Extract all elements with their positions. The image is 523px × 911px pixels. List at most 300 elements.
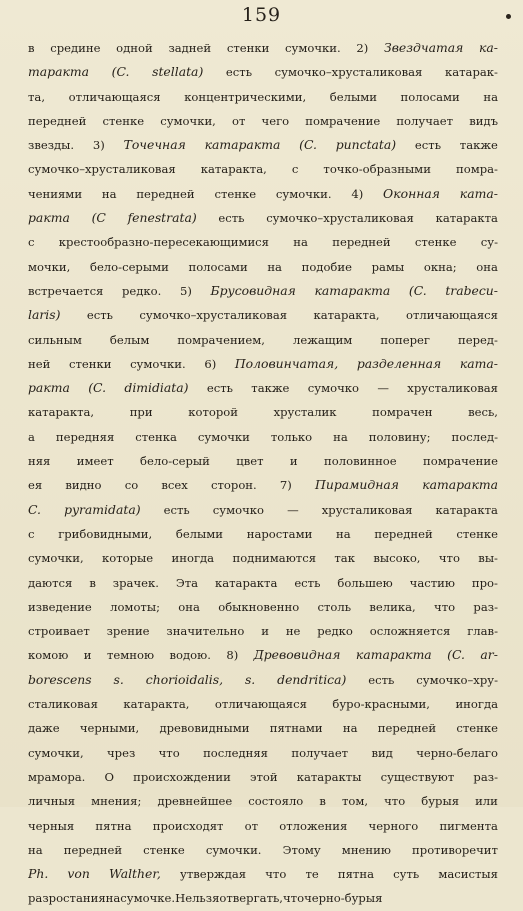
word: отличающаяся — [68, 89, 161, 104]
word: сторон. — [211, 478, 257, 493]
body-text — [28, 36, 498, 911]
word: обыкновенно — [218, 599, 300, 614]
word: от — [232, 113, 246, 128]
text-line — [28, 692, 498, 716]
italic-word: (C. — [408, 282, 427, 298]
word: том, — [341, 794, 369, 809]
word: вы- — [478, 551, 498, 566]
italic-word: катаракта — [314, 282, 391, 298]
word: сумочки. — [285, 41, 341, 55]
text-line — [28, 886, 498, 910]
italic-word: Walther, — [109, 866, 161, 882]
word: катаракта, — [313, 308, 380, 323]
italic-word: Пирамидная — [315, 477, 399, 493]
word: что — [158, 745, 180, 760]
word: сильным — [28, 332, 82, 347]
word: — — [377, 381, 389, 396]
word: встречается — [28, 283, 104, 298]
italic-word: laris) — [28, 307, 61, 323]
italic-word: chorioidalis, — [145, 671, 224, 687]
text-line — [28, 473, 498, 497]
word: так — [334, 551, 355, 566]
word: бело-серыми — [89, 259, 169, 274]
word: черныя — [28, 818, 75, 833]
word: помра- — [455, 162, 498, 177]
italic-word: Древовидная — [253, 647, 341, 663]
word: белыми — [175, 526, 224, 541]
word: масистыя — [438, 867, 498, 882]
word: помрачение — [305, 113, 381, 128]
word: большею — [337, 575, 393, 590]
word: зрачек. — [112, 575, 159, 590]
italic-word: катаракта — [204, 137, 281, 153]
word: на — [101, 186, 117, 201]
italic-word: Брусовидная — [210, 282, 296, 298]
word: личныя — [28, 794, 76, 809]
word: 3) — [92, 138, 105, 153]
word: велика, — [369, 599, 416, 614]
word: полосами — [188, 259, 248, 274]
word: пятнами — [269, 721, 323, 736]
word: сумочко–хрусталиковая — [274, 65, 423, 80]
italic-word: dimidiata) — [124, 380, 189, 396]
word: передней — [332, 235, 391, 250]
text-line — [28, 814, 498, 838]
word: происхождении — [133, 769, 231, 784]
word: пятна — [337, 867, 374, 882]
text-line — [28, 230, 498, 254]
word: передняя — [55, 429, 115, 444]
word: утверждая — [180, 867, 247, 882]
word: частию — [409, 575, 455, 590]
word: и — [289, 454, 298, 469]
italic-word: катаракта — [422, 477, 498, 493]
word: видно — [65, 478, 102, 493]
word: есть — [225, 65, 253, 80]
word: что — [384, 794, 406, 809]
word: катаракта — [435, 502, 498, 517]
word: стенки — [226, 41, 270, 55]
word: буро-красными, — [332, 697, 430, 712]
word: столь — [317, 599, 352, 614]
word: черно-белаго — [416, 745, 498, 760]
word: пигмента — [439, 818, 498, 833]
word: передней — [374, 526, 433, 541]
word: есть — [414, 138, 442, 153]
word: сумочко — [307, 381, 359, 396]
word: бело-серый — [140, 454, 210, 469]
italic-word: ракта — [28, 210, 70, 226]
word: сумочко–хрусталиковая — [266, 211, 414, 226]
word: катаракта — [435, 211, 498, 226]
word: при — [129, 405, 153, 420]
word: стенке — [414, 235, 457, 250]
italic-word: pyramidata) — [64, 501, 141, 517]
text-line — [28, 157, 498, 181]
word: стенке — [102, 113, 145, 128]
word: сумочки, — [28, 551, 84, 566]
word: сумочки — [197, 429, 250, 444]
word: чениями — [28, 186, 83, 201]
text-line — [28, 206, 498, 230]
word: мнению — [341, 842, 391, 857]
word: разростания — [28, 891, 106, 906]
text-line — [28, 36, 498, 60]
word: получает — [291, 745, 349, 760]
italic-word: (C. — [111, 64, 130, 80]
word: темною — [106, 648, 155, 663]
word: 7) — [279, 478, 292, 493]
word: передней — [377, 721, 437, 736]
word: со — [124, 478, 139, 493]
word: на — [267, 259, 282, 274]
word: мнения; — [91, 794, 142, 809]
word: водою. — [169, 648, 211, 663]
word: стенке — [456, 526, 498, 541]
word: пятна — [95, 818, 132, 833]
word: стенки — [68, 356, 112, 371]
word: а — [28, 429, 35, 444]
word: комою — [28, 648, 69, 663]
word: иногда — [455, 697, 498, 712]
word: чрез — [107, 745, 136, 760]
word: иногда — [171, 551, 215, 566]
text-line — [28, 85, 498, 109]
word: весь, — [468, 405, 498, 420]
word: сумочке. — [120, 891, 176, 906]
word: Этому — [282, 842, 321, 857]
text-line — [28, 60, 498, 84]
italic-word: катаракта — [355, 647, 432, 663]
italic-word: таракта — [28, 64, 89, 80]
word: передней — [63, 842, 123, 857]
word: также — [251, 381, 290, 396]
word: отложения — [279, 818, 348, 833]
word: сумочко–хру- — [416, 672, 498, 687]
word: задней — [168, 41, 212, 55]
word: она — [476, 259, 498, 274]
word: звезды. — [28, 138, 75, 153]
word: что — [283, 891, 305, 906]
text-line — [28, 133, 498, 157]
word: всех — [161, 478, 188, 493]
word: окна; — [423, 259, 457, 274]
word: отличающаяся — [405, 308, 498, 323]
word: льзя — [192, 891, 220, 906]
word: стенке — [214, 186, 257, 201]
word: рамы — [371, 259, 405, 274]
word: вид — [371, 745, 393, 760]
word: передней — [136, 186, 195, 201]
word: также — [459, 138, 498, 153]
word: имеет — [76, 454, 114, 469]
word: стенка — [135, 429, 177, 444]
word: от — [244, 818, 259, 833]
word: древнейшее — [157, 794, 233, 809]
italic-word: (C. — [447, 647, 465, 663]
word: на — [28, 842, 43, 857]
word: что — [434, 599, 456, 614]
word: 6) — [204, 356, 217, 371]
word: на — [483, 89, 498, 104]
word: катаракта, — [123, 697, 190, 712]
word: 5) — [179, 283, 192, 298]
text-line — [28, 376, 498, 400]
word: передней — [28, 113, 87, 128]
word: осложняется — [369, 624, 451, 639]
word: значительно — [166, 624, 245, 639]
italic-word: (C — [91, 210, 106, 226]
text-line — [28, 400, 498, 424]
word: 2) — [356, 41, 369, 55]
italic-word: trabecu- — [445, 282, 498, 298]
italic-word: stellata) — [152, 64, 204, 80]
text-line — [28, 595, 498, 619]
word: цвет — [236, 454, 264, 469]
word: катаракты — [296, 769, 362, 784]
ink-dot — [506, 14, 511, 19]
italic-word: ar- — [480, 647, 498, 663]
word: наростами — [246, 526, 313, 541]
word: на — [342, 721, 358, 736]
word: та, — [28, 89, 46, 104]
word: даются — [28, 575, 73, 590]
word: Не — [175, 891, 193, 906]
text-line — [28, 182, 498, 206]
word: отвергать, — [219, 891, 283, 906]
word: даже — [28, 721, 60, 736]
word: что — [438, 551, 460, 566]
word: — — [287, 502, 299, 517]
word: белым — [109, 332, 150, 347]
word: помрачение — [423, 454, 498, 469]
text-line — [28, 765, 498, 789]
word: половинное — [324, 454, 397, 469]
word: на — [336, 526, 351, 541]
word: этой — [249, 769, 278, 784]
word: высоко, — [373, 551, 421, 566]
text-line — [28, 789, 498, 813]
word: мочки, — [28, 259, 71, 274]
word: и — [261, 624, 269, 639]
italic-word: borescens — [28, 671, 92, 687]
word: существуют — [380, 769, 455, 784]
italic-word: ка- — [479, 40, 498, 55]
word: которые — [102, 551, 154, 566]
italic-word: (C. — [299, 137, 317, 153]
word: с — [28, 235, 35, 250]
word: редко — [317, 624, 353, 639]
word: на — [293, 235, 308, 250]
word: не — [285, 624, 301, 639]
word: стенке — [143, 842, 185, 857]
text-line — [28, 741, 498, 765]
text-line — [28, 838, 498, 862]
text-line — [28, 668, 498, 692]
word: О — [104, 769, 115, 784]
word: сталиковая — [28, 697, 98, 712]
word: хрусталик — [273, 405, 337, 420]
word: 4) — [351, 186, 364, 201]
text-line — [28, 328, 498, 352]
word: в — [89, 575, 96, 590]
word: сумочки. — [130, 356, 186, 371]
word: средине — [50, 41, 101, 55]
word: грибовидными, — [58, 526, 153, 541]
word: с — [28, 526, 35, 541]
word: черно-бурыя — [304, 891, 383, 906]
word: Эта — [175, 575, 199, 590]
word: послед- — [451, 429, 498, 444]
word: есть — [163, 502, 190, 517]
word: есть — [218, 211, 245, 226]
word: стенке — [456, 721, 498, 736]
italic-word: Оконная — [383, 185, 440, 201]
word: полосами — [400, 89, 460, 104]
word: сумочки, — [160, 113, 216, 128]
word: ея — [28, 478, 43, 493]
word: концентрическими, — [184, 89, 307, 104]
word: половину; — [368, 429, 431, 444]
word: черными, — [79, 721, 140, 736]
word: есть — [206, 381, 233, 396]
italic-word: C. — [28, 501, 41, 517]
word: она — [178, 599, 200, 614]
word: те — [305, 867, 319, 882]
text-line — [28, 109, 498, 133]
word: и — [83, 648, 92, 663]
word: на — [333, 429, 348, 444]
italic-word: ката- — [459, 355, 498, 371]
word: сумочки, — [28, 745, 84, 760]
word: раз- — [473, 769, 498, 784]
word: есть — [86, 308, 113, 323]
word: противоречит — [412, 842, 498, 857]
italic-word: punctata) — [335, 137, 397, 153]
word: лежащим — [292, 332, 353, 347]
word: зрение — [106, 624, 150, 639]
word: поднимаются — [232, 551, 317, 566]
text-line — [28, 546, 498, 570]
word: состояло — [248, 794, 304, 809]
word: строивает — [28, 624, 90, 639]
word: катаракта, — [200, 162, 267, 177]
page-number: 159 — [241, 4, 282, 26]
word: катаракта — [214, 575, 278, 590]
italic-word: разделенная — [356, 355, 442, 371]
word: катаракта, — [28, 405, 95, 420]
word: на — [105, 891, 121, 906]
word: чего — [261, 113, 290, 128]
word: видъ — [469, 113, 498, 128]
italic-word: s. — [113, 671, 124, 687]
word: которой — [188, 405, 238, 420]
word: есть — [368, 672, 395, 687]
word: сумочки. — [205, 842, 262, 857]
word: последняя — [203, 745, 268, 760]
italic-word: s. — [244, 671, 256, 687]
text-line — [28, 716, 498, 740]
word: одной — [116, 41, 153, 55]
word: помрачением, — [177, 332, 265, 347]
text-line — [28, 352, 498, 376]
word: в — [28, 41, 35, 55]
word: происходят — [152, 818, 224, 833]
word: перед- — [458, 332, 498, 347]
word: сумочко — [212, 502, 265, 517]
italic-word: Половинчатая, — [234, 355, 339, 371]
italic-word: dendritica) — [277, 671, 347, 687]
word: 8) — [226, 648, 239, 663]
italic-word: Звездчатая — [383, 40, 464, 55]
word: ней — [28, 356, 51, 371]
word: поперег — [380, 332, 430, 347]
word: сумочко–хрусталиковая — [139, 308, 288, 323]
text-line — [28, 619, 498, 643]
word: ломоты; — [110, 599, 160, 614]
text-line — [28, 449, 498, 473]
text-line — [28, 498, 498, 522]
word: сумочко–хрусталиковая — [28, 162, 176, 177]
word: получает — [396, 113, 454, 128]
italic-word: (C. — [88, 380, 107, 396]
word: крестообразно-пересекающимися — [58, 235, 269, 250]
word: в — [319, 794, 326, 809]
word: есть — [294, 575, 321, 590]
italic-word: ракта — [28, 380, 70, 396]
word: или — [475, 794, 498, 809]
italic-word: Ph. — [28, 866, 49, 882]
word: изведение — [28, 599, 92, 614]
word: только — [270, 429, 313, 444]
text-line — [28, 522, 498, 546]
word: черного — [368, 818, 419, 833]
word: няя — [28, 454, 51, 469]
word: глав- — [467, 624, 498, 639]
word: про- — [471, 575, 498, 590]
word: бурыя — [421, 794, 460, 809]
word: белыми — [329, 89, 377, 104]
word: что — [265, 867, 287, 882]
word: древовидными — [159, 721, 250, 736]
italic-word: ката- — [459, 185, 498, 201]
word: помрачен — [372, 405, 433, 420]
word: катарак- — [444, 65, 498, 80]
text-line — [28, 862, 498, 886]
word: подобие — [301, 259, 352, 274]
text-line — [28, 425, 498, 449]
italic-word: fenestrata) — [127, 210, 197, 226]
italic-word: von — [67, 866, 90, 882]
word: раз- — [473, 599, 498, 614]
italic-word: Точечная — [123, 137, 186, 153]
word: хрусталиковая — [407, 381, 498, 396]
text-line — [28, 279, 498, 303]
word: с — [291, 162, 299, 177]
text-line — [28, 303, 498, 327]
word: сумочки. — [275, 186, 332, 201]
word: хрусталиковая — [321, 502, 413, 517]
word: суть — [393, 867, 420, 882]
text-line — [28, 643, 498, 667]
word: редко. — [122, 283, 162, 298]
word: отличающаяся — [214, 697, 307, 712]
word: точко-образными — [323, 162, 431, 177]
text-line — [28, 255, 498, 279]
text-line — [28, 571, 498, 595]
word: су- — [480, 235, 498, 250]
word: мрамора. — [28, 769, 86, 784]
